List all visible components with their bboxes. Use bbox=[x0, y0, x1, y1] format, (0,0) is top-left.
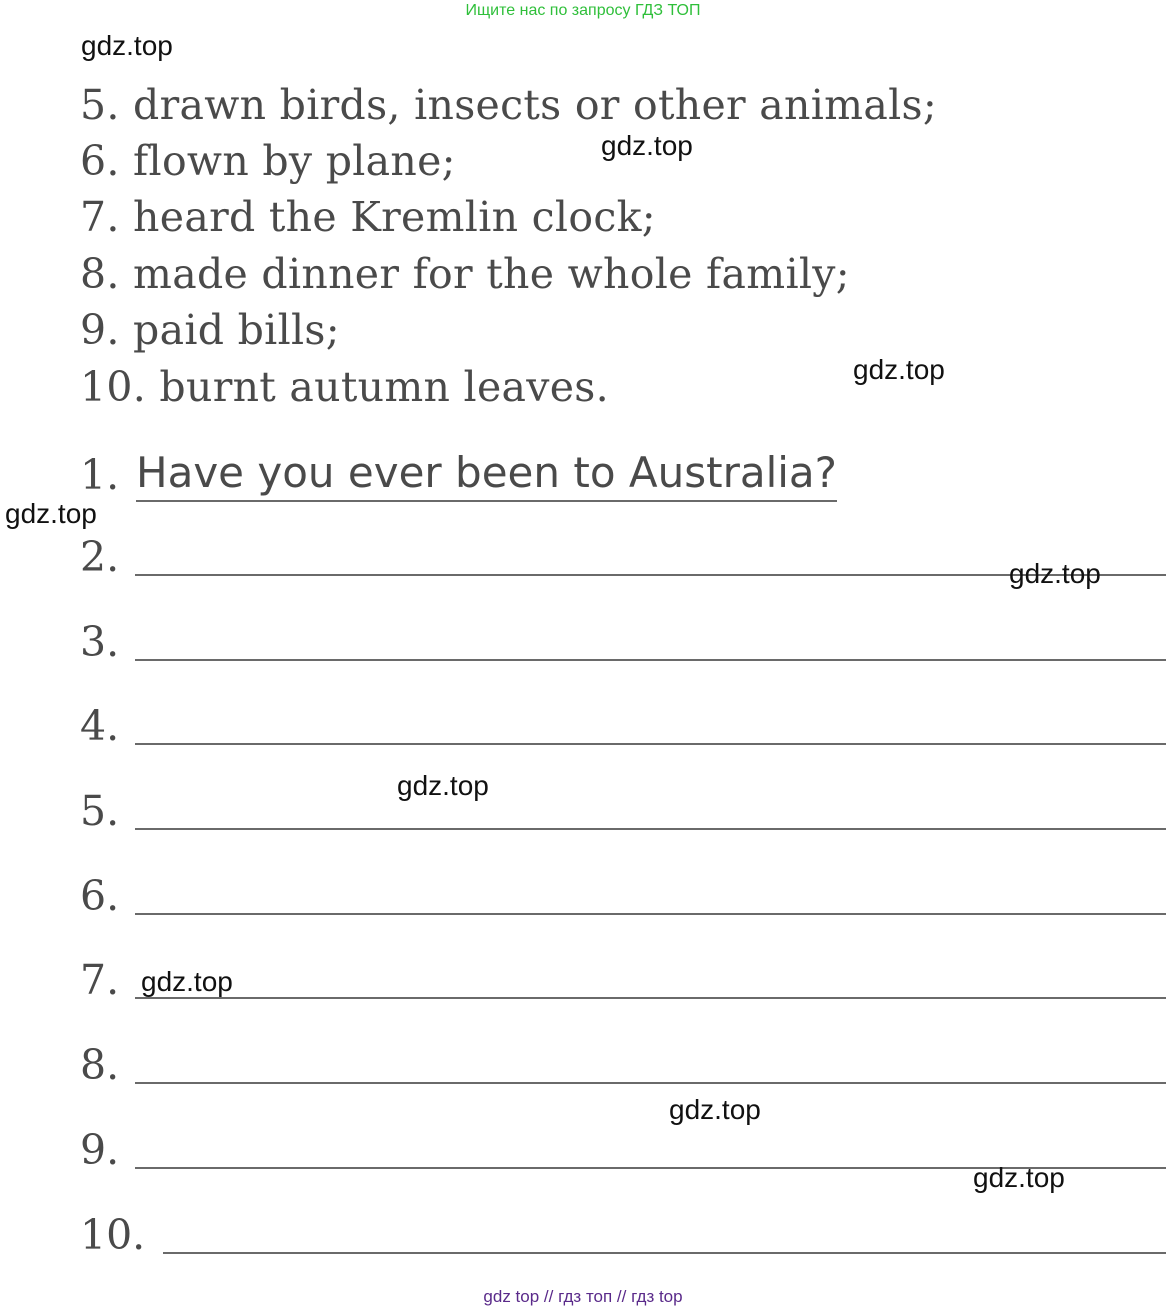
watermark: gdz.top bbox=[1009, 558, 1101, 589]
answer-number: 3. bbox=[80, 618, 120, 666]
watermark: gdz.top bbox=[81, 30, 173, 61]
answer-number: 6. bbox=[80, 872, 120, 920]
watermark: gdz.top bbox=[601, 130, 693, 161]
answer-number: 7. bbox=[80, 956, 120, 1004]
answer-input-line[interactable] bbox=[163, 1252, 1166, 1254]
bottom-banner: gdz top // гдз топ // гдз top bbox=[483, 1287, 683, 1306]
watermark: gdz.top bbox=[853, 354, 945, 385]
watermark: gdz.top bbox=[397, 770, 489, 801]
answer-input-line[interactable] bbox=[135, 1082, 1166, 1084]
example-answer: Have you ever been to Australia? bbox=[136, 446, 837, 502]
prompt-item-5: 5. drawn birds, insects or other animals; bbox=[80, 81, 937, 129]
answer-number: 9. bbox=[80, 1126, 120, 1174]
prompt-item-10: 10. burnt autumn leaves. bbox=[80, 363, 609, 411]
watermark: gdz.top bbox=[5, 498, 97, 529]
answer-row-5 bbox=[80, 786, 1166, 836]
answer-row-7 bbox=[80, 955, 1166, 1005]
watermark: gdz.top bbox=[973, 1162, 1065, 1193]
answer-number: 4. bbox=[80, 702, 120, 750]
answer-input-line[interactable] bbox=[135, 828, 1166, 830]
answer-number: 2. bbox=[80, 533, 120, 581]
answer-input-line[interactable] bbox=[135, 743, 1166, 745]
answer-number: 10. bbox=[80, 1211, 146, 1259]
watermark: gdz.top bbox=[141, 966, 233, 997]
prompt-item-9: 9. paid bills; bbox=[80, 306, 340, 354]
answer-number: 5. bbox=[80, 787, 120, 835]
answer-input-line[interactable] bbox=[135, 913, 1166, 915]
top-banner: Ищите нас по запросу ГДЗ ТОП bbox=[465, 2, 701, 19]
prompt-item-6: 6. flown by plane; bbox=[80, 137, 456, 185]
answer-row-4 bbox=[80, 701, 1166, 751]
answer-number: 8. bbox=[80, 1041, 120, 1089]
answer-row-3 bbox=[80, 617, 1166, 667]
example-number: 1. bbox=[80, 451, 120, 499]
answer-row-8 bbox=[80, 1040, 1166, 1090]
prompt-item-8: 8. made dinner for the whole family; bbox=[80, 250, 850, 298]
watermark: gdz.top bbox=[669, 1094, 761, 1125]
prompt-item-7: 7. heard the Kremlin clock; bbox=[80, 193, 656, 241]
answer-row-6 bbox=[80, 871, 1166, 921]
answer-row-2 bbox=[80, 532, 1166, 582]
answer-input-line[interactable] bbox=[135, 659, 1166, 661]
answer-row-10 bbox=[80, 1210, 1166, 1260]
answer-input-line[interactable] bbox=[135, 997, 1166, 999]
